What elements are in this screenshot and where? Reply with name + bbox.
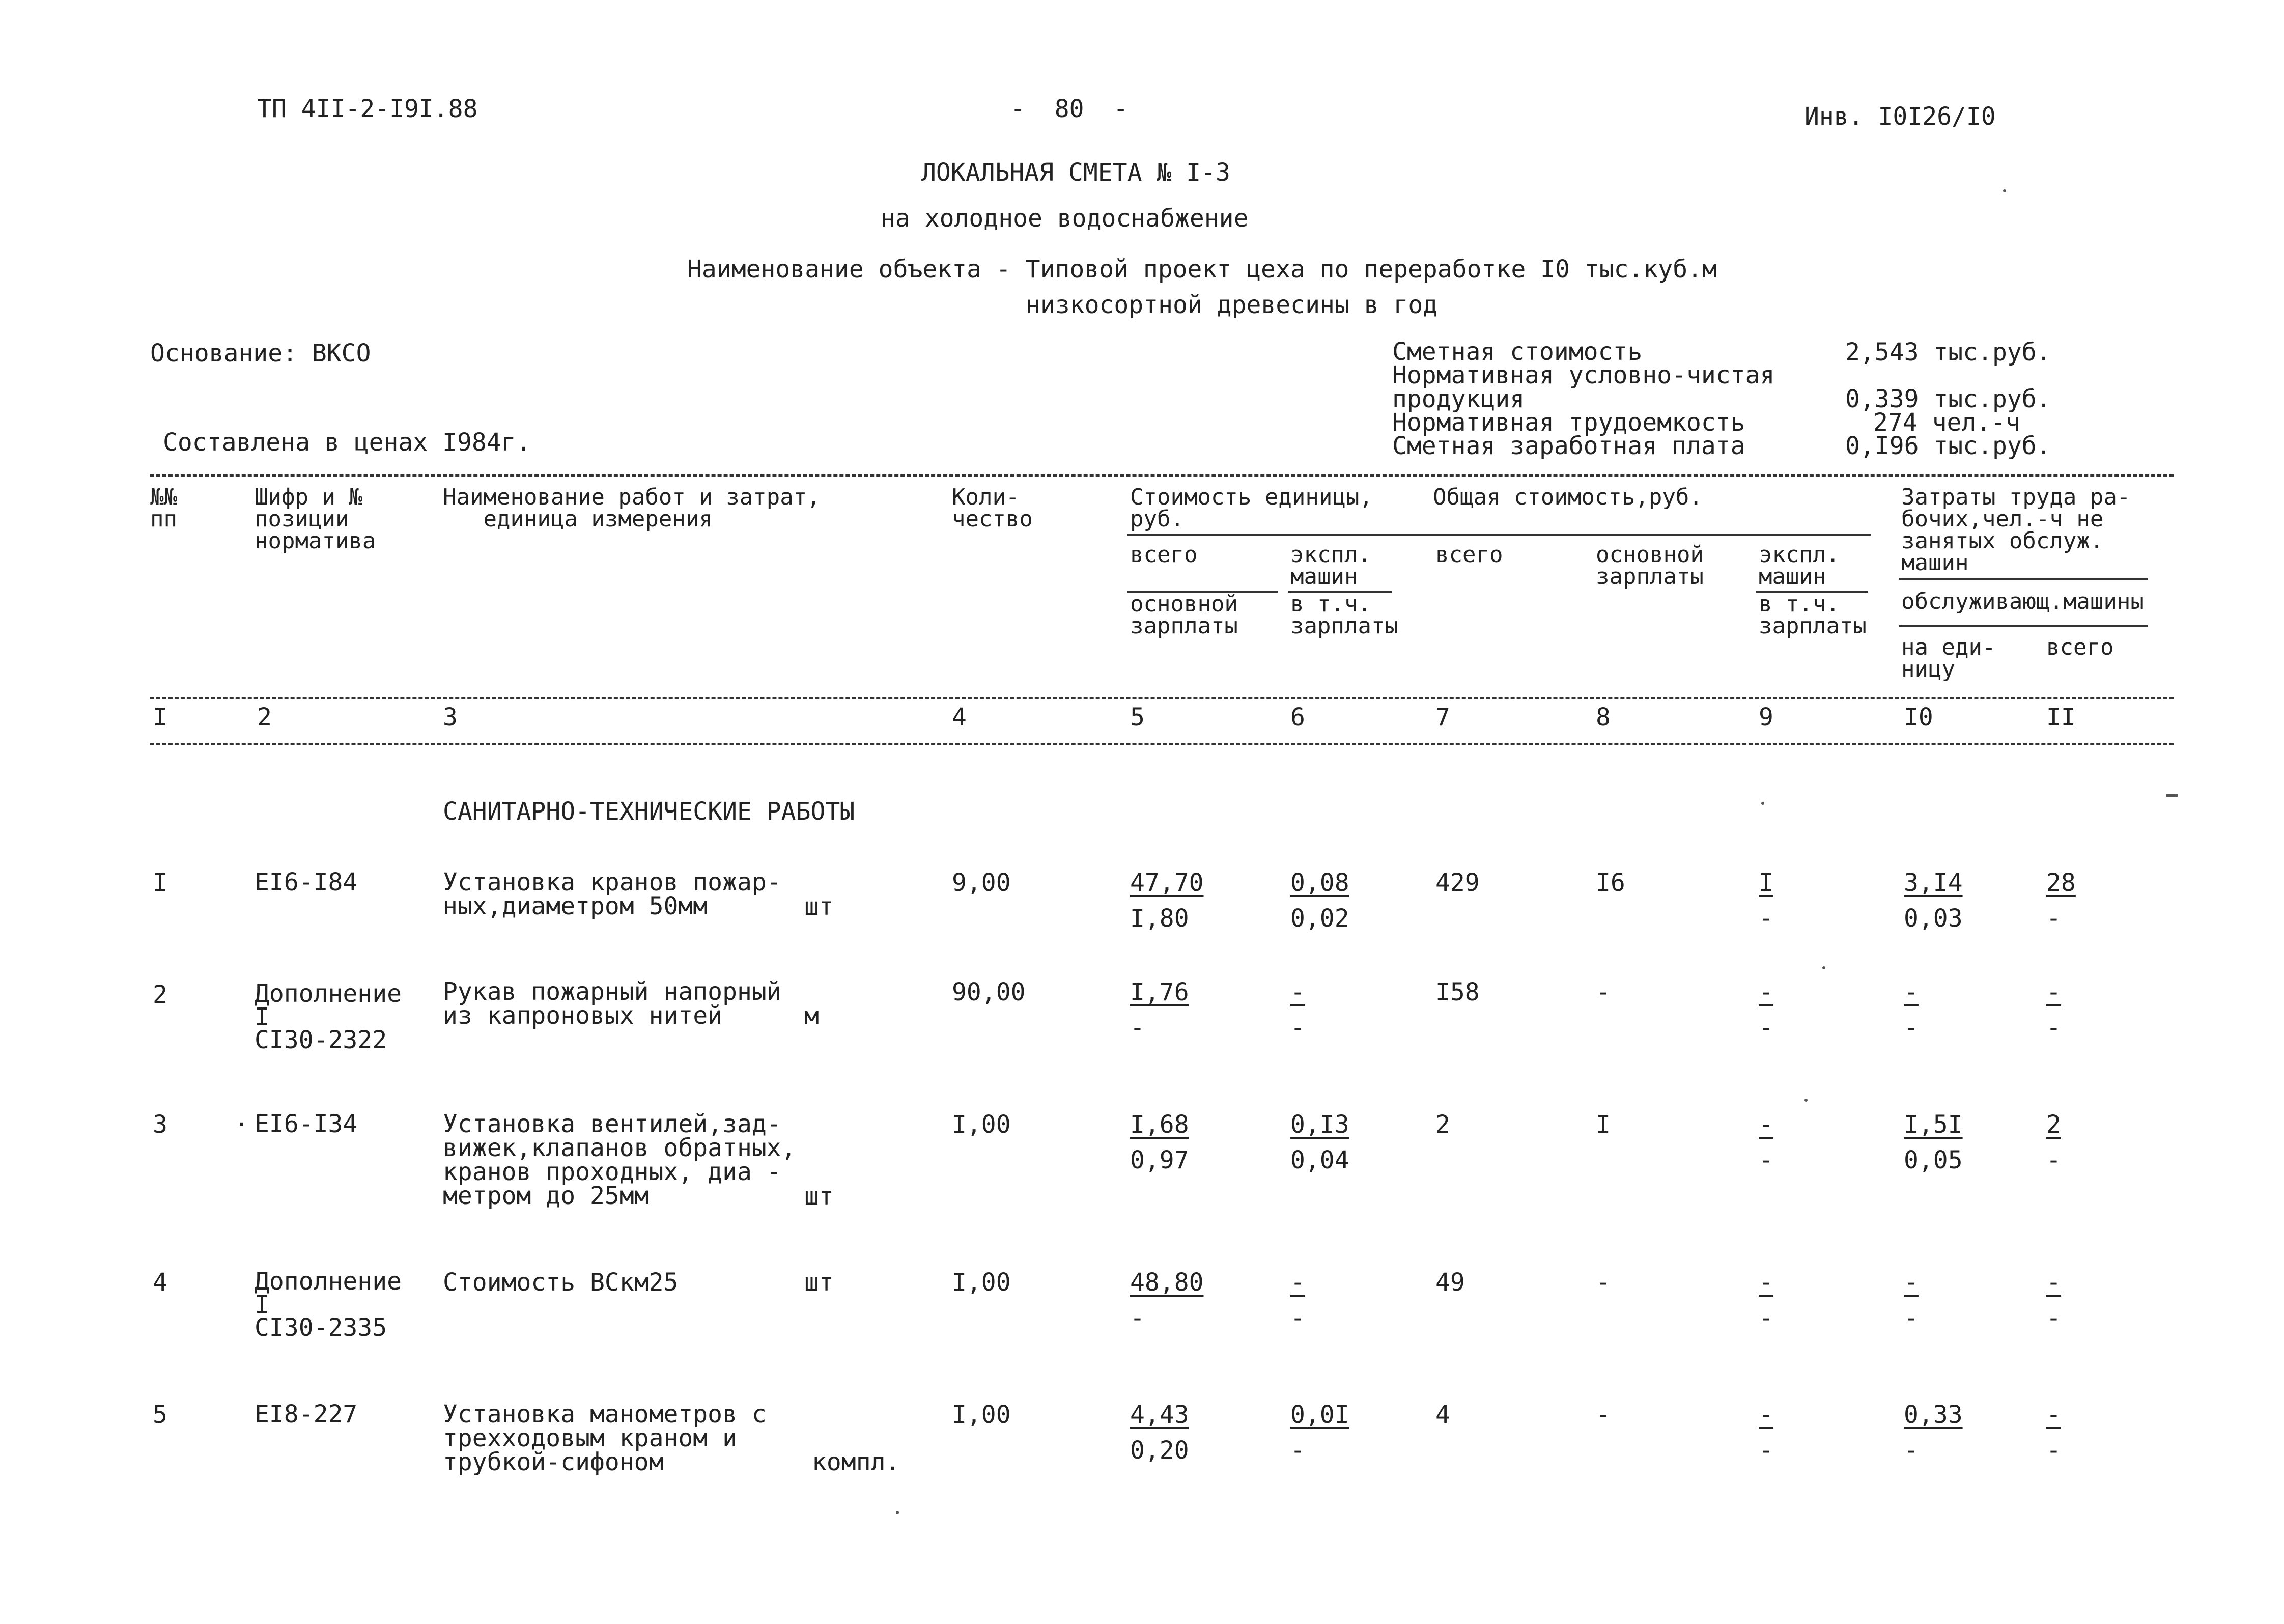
col-header-quantity: Коли- чество: [952, 484, 1033, 533]
header-top-dashed-line: [150, 474, 2174, 477]
inventory-number: Инв. I0I26/I0: [1804, 102, 1996, 131]
row-number: 3: [153, 1110, 167, 1139]
col-header-labor-total: всего: [2046, 634, 2114, 660]
prices-note: Составлена в ценах I984г.: [163, 428, 531, 457]
row-code: Дополнение I СI30-2335: [255, 1267, 402, 1342]
row-total-machines: I: [1759, 869, 1773, 897]
row-work-name: Установка кранов пожар- ных,диаметром 50мм: [443, 868, 781, 921]
row-unit-total: I,68: [1130, 1110, 1189, 1139]
row-labor-total-machines: -: [2046, 1146, 2061, 1174]
row-work-name: Стоимость ВСкм25: [443, 1268, 679, 1297]
col-number: 7: [1435, 703, 1450, 732]
col-number: 3: [443, 703, 458, 732]
row-total-basic-salary: -: [1596, 1401, 1611, 1429]
row-labor-total-machines: -: [2046, 1014, 2061, 1042]
row-labor-per-unit-machines: 0,03: [1904, 904, 1963, 933]
row-unit-machines-salary: -: [1290, 1304, 1305, 1332]
row-unit-total: 4,43: [1130, 1401, 1189, 1429]
margin-mark: ·: [234, 1110, 249, 1139]
col-header-total-all: всего: [1435, 542, 1503, 568]
row-total: 49: [1435, 1268, 1465, 1297]
col-number: 8: [1596, 703, 1611, 732]
row-labor-per-unit: -: [1904, 1268, 1919, 1297]
row-quantity: I,00: [952, 1268, 1011, 1297]
row-quantity: I,00: [952, 1110, 1011, 1139]
header-bottom-dashed-line: [150, 743, 2174, 745]
row-total-basic-salary: -: [1596, 978, 1611, 1006]
document-code: ТП 4II-2-I9I.88: [257, 95, 478, 123]
col-header-unit-total: всего: [1130, 542, 1198, 568]
row-labor-total: -: [2046, 1268, 2061, 1297]
row-unit-total: 48,80: [1130, 1268, 1204, 1297]
row-total-basic-salary: I6: [1596, 869, 1625, 897]
col-number: 6: [1290, 703, 1305, 732]
row-total-machines-salary: -: [1759, 904, 1773, 933]
col-header-unit-machines-salary: в т.ч. зарплаты: [1290, 591, 1398, 639]
row-labor-total: 28: [2046, 869, 2076, 897]
row-number: I: [153, 869, 167, 897]
row-total-machines: -: [1759, 1401, 1773, 1429]
row-work-name: Рукав пожарный напорный из капроновых нитей: [443, 977, 781, 1030]
row-code: Дополнение I СI30-2322: [255, 979, 402, 1055]
row-labor-total-machines: -: [2046, 1436, 2061, 1465]
summary-value-labor: 274 чел.-ч: [1873, 408, 2020, 437]
row-code: ЕI8-227: [255, 1400, 358, 1429]
scan-speck: [1822, 966, 1825, 969]
row-total-machines: -: [1759, 978, 1773, 1006]
col-number: II: [2046, 703, 2076, 732]
scan-speck: [1761, 802, 1764, 805]
row-unit-machines-salary: -: [1290, 1436, 1305, 1465]
row-unit-basic-salary: 0,97: [1130, 1146, 1189, 1174]
row-code: ЕI6-I34: [255, 1110, 358, 1138]
col-header-code: Шифр и № позиции норматива: [255, 484, 376, 554]
col-number: 5: [1130, 703, 1145, 732]
col-number: I: [153, 703, 167, 732]
row-work-name: Установка манометров с трехходовым краном и трубкой-сифоном: [443, 1400, 767, 1477]
scan-speck: [1804, 1099, 1808, 1102]
row-unit-machines: 0,0I: [1290, 1401, 1349, 1429]
row-total: 2: [1435, 1110, 1450, 1139]
row-labor-per-unit-machines: -: [1904, 1014, 1919, 1042]
row-labor-per-unit-machines: 0,05: [1904, 1146, 1963, 1174]
col-header-labor-per-unit: на еди- ницу: [1901, 634, 1996, 683]
row-quantity: 90,00: [952, 978, 1026, 1006]
row-unit-machines: 0,08: [1290, 869, 1349, 897]
row-unit: шт: [804, 1182, 834, 1211]
header-mid-dashed-line: [150, 697, 2174, 699]
object-name-line1: Наименование объекта - Типовой проект цеха по переработке I0 тыс.куб.м: [687, 255, 1717, 284]
row-unit: шт: [804, 1268, 834, 1297]
object-name-line2: низкосортной древесины в год: [1026, 291, 1438, 319]
row-labor-per-unit: 3,I4: [1904, 869, 1963, 897]
row-unit-machines: -: [1290, 1268, 1305, 1297]
col-header-total-basic-salary: основной зарплаты: [1596, 542, 1704, 590]
row-unit-total: 47,70: [1130, 869, 1204, 897]
col-number: 2: [257, 703, 272, 732]
basis-note: Основание: ВКСО: [150, 339, 371, 368]
row-total: I58: [1435, 978, 1480, 1006]
row-unit: шт: [804, 892, 834, 921]
row-total-machines-salary: -: [1759, 1436, 1773, 1465]
row-unit-basic-salary: 0,20: [1130, 1436, 1189, 1465]
row-total-basic-salary: I: [1596, 1110, 1611, 1139]
scan-speck: [896, 1511, 899, 1514]
section-title: САНИТАРНО-ТЕХНИЧЕСКИЕ РАБОТЫ: [443, 797, 855, 826]
row-labor-total-machines: -: [2046, 1304, 2061, 1332]
col-header-unit-machines: экспл. машин: [1290, 542, 1371, 590]
summary-label-salary: Сметная заработная плата: [1392, 432, 1745, 460]
col-header-total-machines-salary: в т.ч. зарплаты: [1759, 591, 1867, 639]
scan-speck: [2166, 794, 2178, 797]
row-labor-per-unit: I,5I: [1904, 1110, 1963, 1139]
row-unit-basic-salary: -: [1130, 1014, 1145, 1042]
row-number: 2: [153, 981, 167, 1009]
row-labor-per-unit-machines: -: [1904, 1304, 1919, 1332]
summary-label-labor: Нормативная трудоемкость: [1392, 408, 1745, 437]
scan-speck: [2003, 189, 2006, 192]
row-labor-total: -: [2046, 978, 2061, 1006]
cost-group-rule: [1127, 534, 1871, 536]
estimate-subtitle: на холодное водоснабжение: [881, 204, 1249, 233]
row-total: 4: [1435, 1401, 1450, 1429]
row-unit: компл.: [812, 1448, 900, 1476]
col-header-labor: Затраты труда ра- бочих,чел.-ч не занятых обслуж. машин: [1901, 484, 2131, 576]
row-unit-machines: -: [1290, 978, 1305, 1006]
row-labor-per-unit-machines: -: [1904, 1436, 1919, 1465]
row-total-machines-salary: -: [1759, 1146, 1773, 1174]
col-header-number: №№ пп: [150, 484, 177, 533]
col-number: 4: [952, 703, 967, 732]
row-labor-total-machines: -: [2046, 904, 2061, 933]
row-number: 5: [153, 1401, 167, 1429]
row-code: ЕI6-I84: [255, 868, 358, 897]
row-number: 4: [153, 1268, 167, 1297]
row-unit: м: [804, 1002, 819, 1030]
row-total-machines: -: [1759, 1110, 1773, 1139]
col-header-labor-machines: обслуживающ.машины: [1901, 589, 2144, 614]
col-header-unit-cost: Стоимость единицы, руб.: [1130, 484, 1373, 533]
row-total-machines-salary: -: [1759, 1014, 1773, 1042]
summary-label-cost: Сметная стоимость: [1392, 338, 1643, 366]
summary-value-cost: 2,543 тыс.руб.: [1845, 338, 2051, 367]
row-quantity: I,00: [952, 1401, 1011, 1429]
col-header-total-cost: Общая стоимость,руб.: [1433, 484, 1703, 510]
labor-machines-rule: [1899, 625, 2148, 627]
labor-group-rule: [1899, 578, 2148, 580]
col-number: I0: [1904, 703, 1933, 732]
row-unit-total: I,76: [1130, 978, 1189, 1006]
row-unit-basic-salary: I,80: [1130, 904, 1189, 933]
row-labor-per-unit: -: [1904, 978, 1919, 1006]
row-work-name: Установка вентилей,зад- вижек,клапанов обратных, кранов проходных, диа - метром до 25мм: [443, 1110, 796, 1211]
row-unit-basic-salary: -: [1130, 1304, 1145, 1332]
row-total-basic-salary: -: [1596, 1268, 1611, 1297]
row-total-machines-salary: -: [1759, 1304, 1773, 1332]
row-unit-machines-salary: -: [1290, 1014, 1305, 1042]
col-header-unit-basic-salary: основной зарплаты: [1130, 591, 1238, 639]
row-unit-machines-salary: 0,02: [1290, 904, 1349, 933]
row-labor-total: 2: [2046, 1110, 2061, 1139]
page-number: - 80 -: [1010, 95, 1129, 123]
row-total: 429: [1435, 869, 1480, 897]
summary-value-net-product: 0,339 тыс.руб.: [1845, 385, 2051, 413]
estimate-title: ЛОКАЛЬНАЯ СМЕТА № I-3: [921, 158, 1230, 187]
row-quantity: 9,00: [952, 869, 1011, 897]
row-labor-per-unit: 0,33: [1904, 1401, 1963, 1429]
summary-value-salary: 0,I96 тыс.руб.: [1845, 432, 2051, 460]
row-unit-machines-salary: 0,04: [1290, 1146, 1349, 1174]
summary-label-net-product: Нормативная условно-чистая продукция: [1392, 361, 1775, 414]
col-header-work-name: Наименование работ и затрат, единица измерения: [443, 484, 821, 533]
row-unit-machines: 0,I3: [1290, 1110, 1349, 1139]
col-header-total-machines: экспл. машин: [1759, 542, 1840, 590]
row-labor-total: -: [2046, 1401, 2061, 1429]
row-total-machines: -: [1759, 1268, 1773, 1297]
col-number: 9: [1759, 703, 1773, 732]
